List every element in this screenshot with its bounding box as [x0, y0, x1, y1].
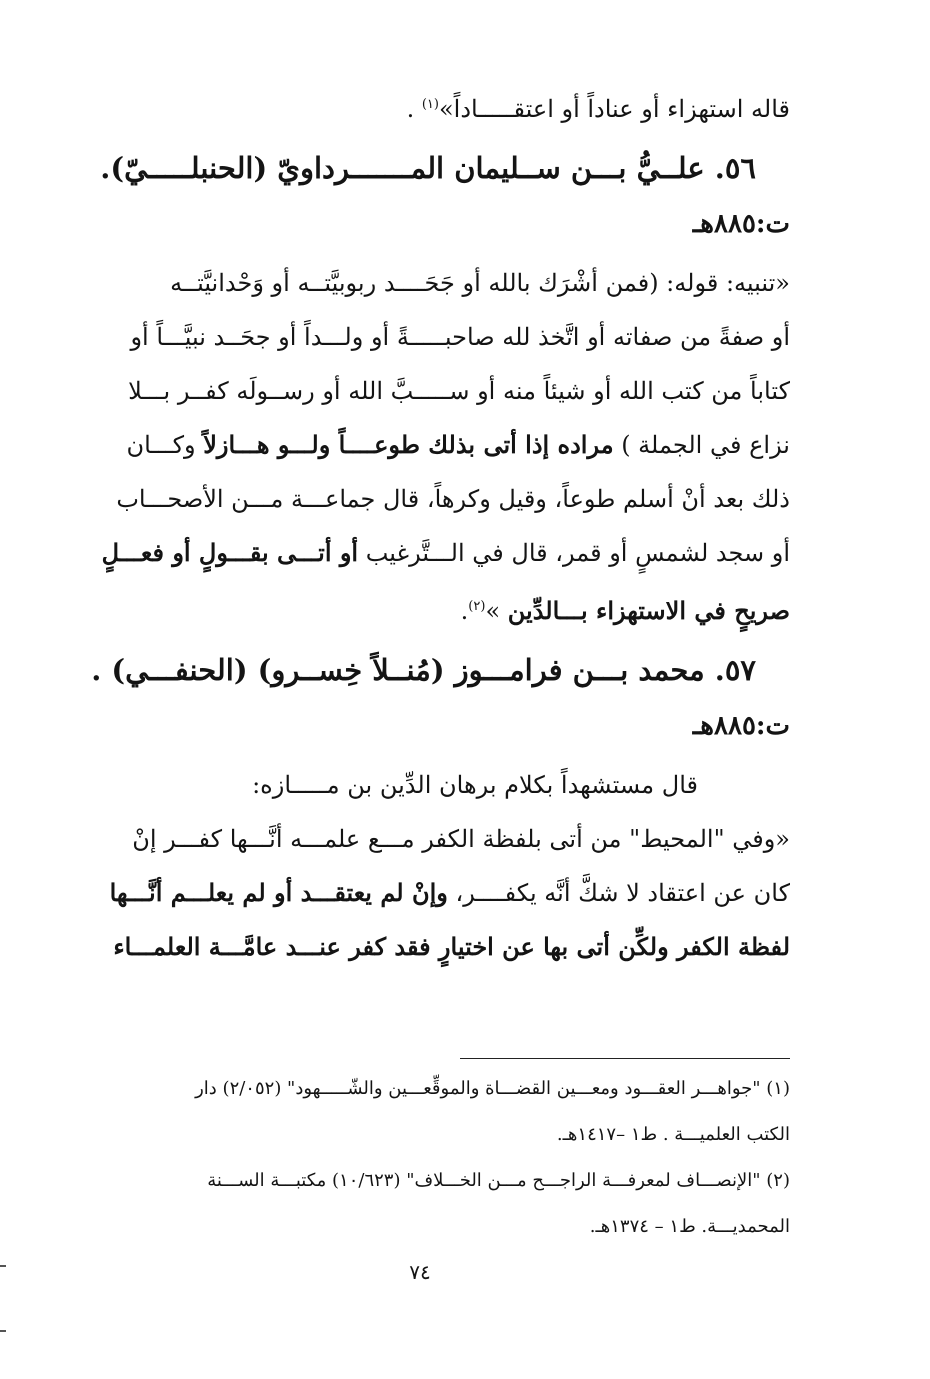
text-span: كان عن اعتقاد لا شكَّ أنَّه يكفــــر،	[447, 879, 790, 907]
footnote-2-line-2: المحمديـــة. ط١ – ١٣٧٤هـ.	[589, 1216, 790, 1237]
text-span: .	[460, 597, 469, 625]
text-span: وكـــان	[126, 431, 204, 459]
footnote-2-line-1: (٢) "الإنصـــاف لمعرفـــة الراجـــح مـــن الخـــلاف" (١٠/٦٢٣) مكتبـــة الســـنة	[207, 1170, 790, 1191]
footnote-ref-1: (١)	[421, 97, 439, 112]
bold-span: مراده إذا أتى بذلك طوعــــاً ولـــو هـــازلاً	[203, 430, 614, 459]
line-end: .	[406, 95, 422, 123]
line-text: قاله استهزاء أو عناداً أو اعتقـــــاداً»	[438, 95, 790, 123]
footnote-separator	[460, 1058, 790, 1059]
para-1-line-7	[72, 580, 790, 638]
bold-span: أو أتـــى بقـــولٍ أو فعـــلٍ	[101, 538, 359, 567]
scan-edge-mark	[0, 1330, 6, 1332]
text-span: أو سجد لشمسٍ أو قمر، قال في الـــتَّرغيب	[358, 539, 790, 567]
para-1-line-2: أو صفةً من صفاته أو اتَّخذ لله صاحبـــــةً أو ولـــداً أو جحَــد نبيَّـــاً أو	[130, 323, 790, 351]
text-line	[72, 78, 790, 136]
para-1-line-1: «تنبيه: قوله: (فمن أشْرَك بالله أو جَحَــــد ربوبيَّتــه أو وَحْدانيَّتــه	[170, 269, 790, 297]
footnote-ref-2: (٢)	[468, 599, 486, 614]
entry-57-title: ٥٧. محمد بـــن فرامـــوز (مُنــلاً خِســرو) (الحنفـــي) .	[91, 653, 756, 687]
scan-edge-mark	[0, 1265, 6, 1267]
bold-span: وإنْ لم يعتقـــد أو لم يعلـــم أنَّـــها	[109, 878, 448, 907]
para-1-line-3: كتاباً من كتب الله أو شيئاً منه أو ســـــبَّ الله أو رســولَه كفــر بـــلا	[128, 377, 790, 405]
text-span: »	[485, 597, 508, 625]
para-2-line-2	[72, 866, 790, 920]
entry-57-date: ت:٨٨٥هـ	[692, 711, 790, 741]
para-2-line-3: لفظة الكفر ولكِّن أتى بها عن اختيارٍ فقد كفر عنـــد عامَّـــة العلمـــاء	[113, 932, 790, 961]
page-body	[72, 78, 790, 974]
para-1-line-5: ذلك بعد أنْ أسلم طوعاً، وقيل وكرهاً، قال جماعـــة مـــن الأصحـــاب	[116, 485, 790, 513]
para-1-line-6	[72, 526, 790, 580]
entry-56-title: ٥٦. علــيُّ بـــن ســليمان المـــــــرداويّ (الحنبلـــــيّ).	[100, 151, 756, 185]
footnote-1-line-2: الكتب العلميـــة . ط١ –١٤١٧هـ.	[556, 1124, 790, 1145]
quote-intro: قال مستشهداً بكلام برهان الدِّين بن مـــــازه:	[252, 771, 698, 799]
bold-span: صريحٍ في الاستهزاء بـــالدِّين	[507, 596, 790, 625]
text-span: نزاع في الجملة )	[613, 431, 790, 459]
entry-56-date: ت:٨٨٥هـ	[692, 209, 790, 239]
footnotes	[72, 1066, 790, 1250]
page-number: ٧٤	[409, 1260, 431, 1284]
para-2-line-1: «وفي "المحيط" من أتى بلفظة الكفر مـــع علمـــه أنَّـــها كفـــر إنْ	[132, 825, 790, 853]
footnote-1-line-1: (١) "جواهـــر العقـــود ومعـــين القضـــاة والموقِّعـــين والشّـــــهود" (٢/٠٥٢) دار	[195, 1078, 790, 1099]
para-1-line-4	[72, 418, 790, 472]
